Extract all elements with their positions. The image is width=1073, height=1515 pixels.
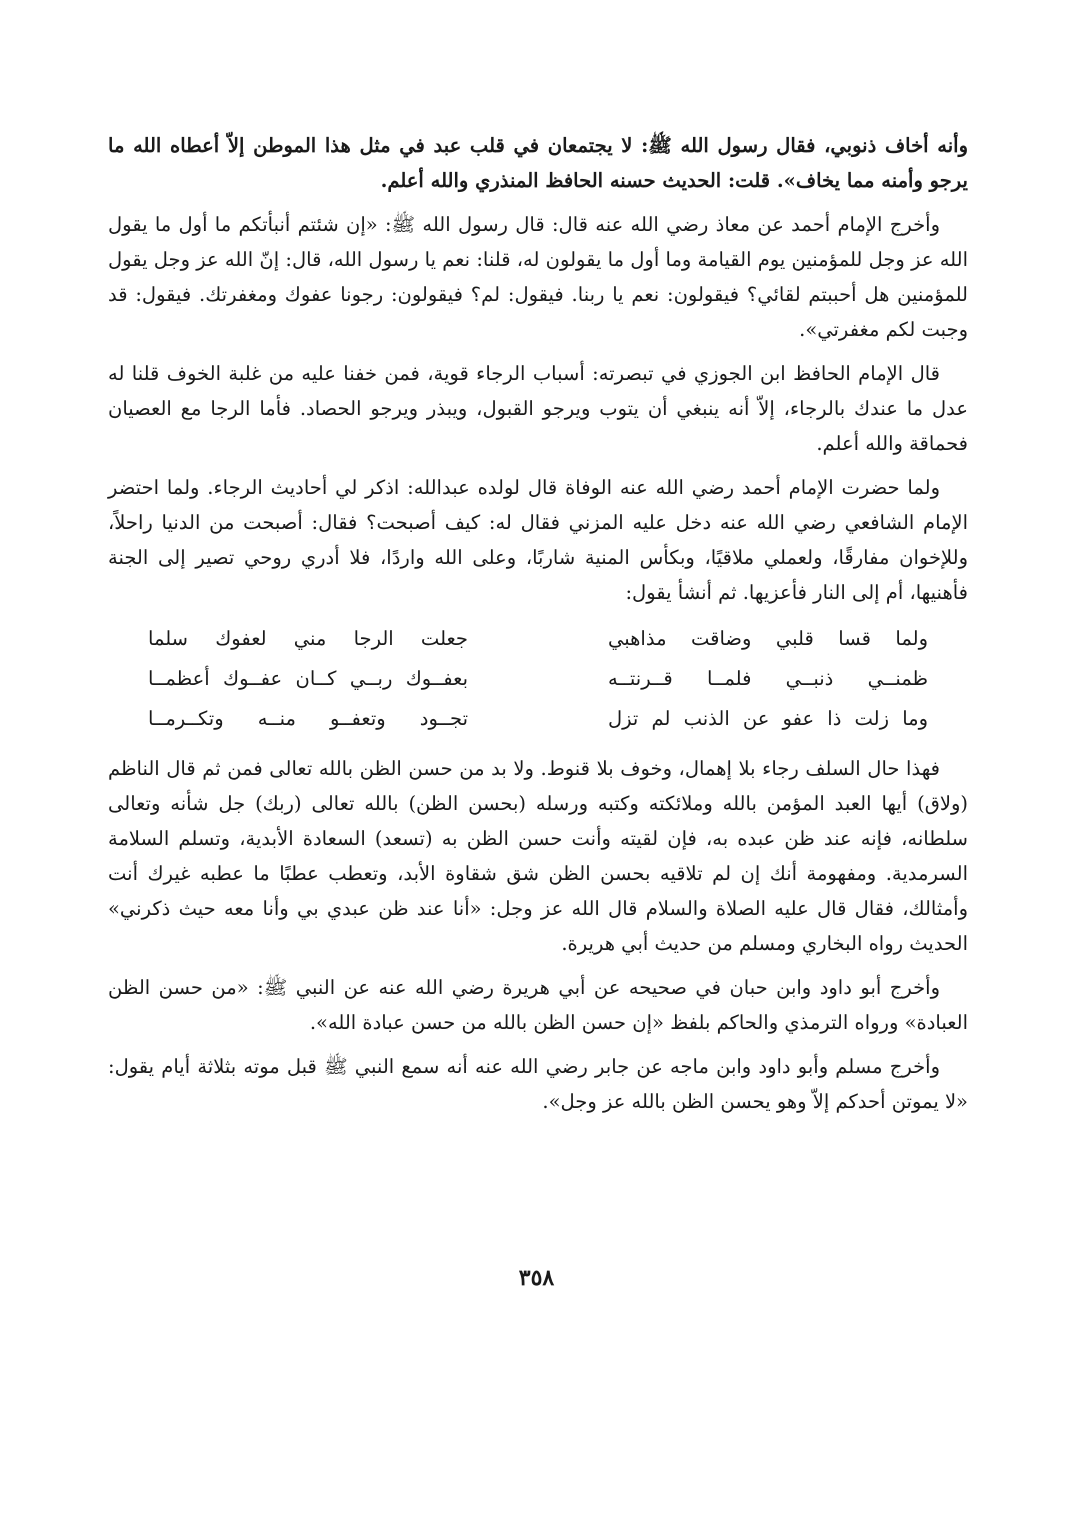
paragraph-7: وأخرج مسلم وأبو داود وابن ماجه عن جابر رضي الله عنه أنه سمع النبي ﷺ قبل موته بثلاثة أيام يقول: «لا يموتن أحدكم إلاّ وهو يحسن الظن بالله عز وجل». bbox=[108, 1055, 968, 1113]
verse-second-hemistich: بعفــوك ربــي كــان عفــوك أعظمــا bbox=[148, 667, 468, 690]
poem-verse-1 bbox=[148, 619, 928, 659]
paragraph-5: فهذا حال السلف رجاء بلا إهمال، وخوف بلا قنوط. ولا بد من حسن الظن بالله تعالى فمن ثم قال الناظم (ولاق) أيها العبد المؤمن بالله وملائكته وكتبه ورسله (بحسن الظن) بالله تعالى (ربك) جل شأنه وتعالى سلطانه، فإنه عند ظن عبده به، فإن لقيته وأنت حسن الظن به (تسعد) السعادة الأبدية، وتسلم السلامة السرمدية. ومفهومة أنك إن لم تلاقيه بحسن الظن شق شقاوة الأبد، وتعطب عطبًا ما عطبه غيرك أنت وأمثالك، فقال قال عليه الصلاة والسلام قال الله عز وجل: «أنا عند ظن عبدي بي وأنا معه حيث ذكرني» الحديث رواه البخاري ومسلم من حديث أبي هريرة. bbox=[108, 757, 968, 955]
verse-second-hemistich: تجــود وتعفــو منــه وتكــرمــا bbox=[148, 707, 468, 730]
poem-verse-2 bbox=[148, 659, 928, 699]
verse-second-hemistich: جعلت الرجا مني لعفوك سلما bbox=[148, 627, 468, 650]
paragraph-3: قال الإمام الحافظ ابن الجوزي في تبصرته: أسباب الرجاء قوية، فمن خفنا عليه من غلبة الخوف قلنا له عدل ما عندك بالرجاء، إلاّ أنه ينبغي أن يتوب ويرجو القبول، ويبذر ويرجو الحصاد. فأما الرجا مع العصيان فحماقة والله أعلم. bbox=[108, 362, 968, 455]
page-number: ٣٥٨ bbox=[518, 1265, 555, 1291]
verse-first-hemistich: ظمنــي ذنبــي فلمــا قــرنتــه bbox=[608, 667, 928, 690]
poem bbox=[108, 619, 968, 739]
paragraph-2: وأخرج الإمام أحمد عن معاذ رضي الله عنه قال: قال رسول الله ﷺ: «إن شئتم أنبأتكم ما أول ما يقول الله عز وجل للمؤمنين يوم القيامة وما أول ما يقولون له، قلنا: نعم يا رسول الله، قال: إنّ الله عز وجل يقول للمؤمنين هل أحببتم لقائي؟ فيقولون: نعم يا ربنا. فيقول: لم؟ فيقولون: رجونا عفوك ومغفرتك. فيقول: قد وجبت لكم مغفرتي». bbox=[108, 213, 968, 341]
verse-first-hemistich: وما زلت ذا عفو عن الذنب لم تزل bbox=[608, 707, 928, 730]
paragraph-6: وأخرج أبو داود وابن حبان في صحيحه عن أبي هريرة رضي الله عنه عن النبي ﷺ: «من حسن الظن العبادة» ورواه الترمذي والحاكم بلفظ «إن حسن الظن بالله من حسن عبادة الله». bbox=[108, 976, 968, 1034]
poem-verse-3 bbox=[148, 699, 928, 739]
paragraph-4: ولما حضرت الإمام أحمد رضي الله عنه الوفاة قال لولده عبدالله: اذكر لي أحاديث الرجاء. ولما احتضر الإمام الشافعي رضي الله عنه دخل عليه المزني فقال له: كيف أصبحت؟ فقال: أصبحت من الدنيا راحلاً، وللإخوان مفارقًا، ولعملي ملاقيًا، وبكأس المنية شاربًا، وعلى الله واردًا، فلا أدري روحي تصير إلى الجنة فأهنيها، أم إلى النار فأعزيها. ثم أنشأ يقول: bbox=[108, 476, 968, 604]
paragraph-1: وأنه أخاف ذنوبي، فقال رسول الله ﷺ: لا يجتمعان في قلب عبد في مثل هذا الموطن إلاّ أعطاه الله ما يرجو وأمنه مما يخاف». قلت: الحديث حسنه الحافظ المنذري والله أعلم. bbox=[108, 134, 968, 192]
page-body bbox=[108, 128, 968, 1128]
verse-first-hemistich: ولما قسا قلبي وضاقت مذاهبي bbox=[608, 627, 928, 650]
